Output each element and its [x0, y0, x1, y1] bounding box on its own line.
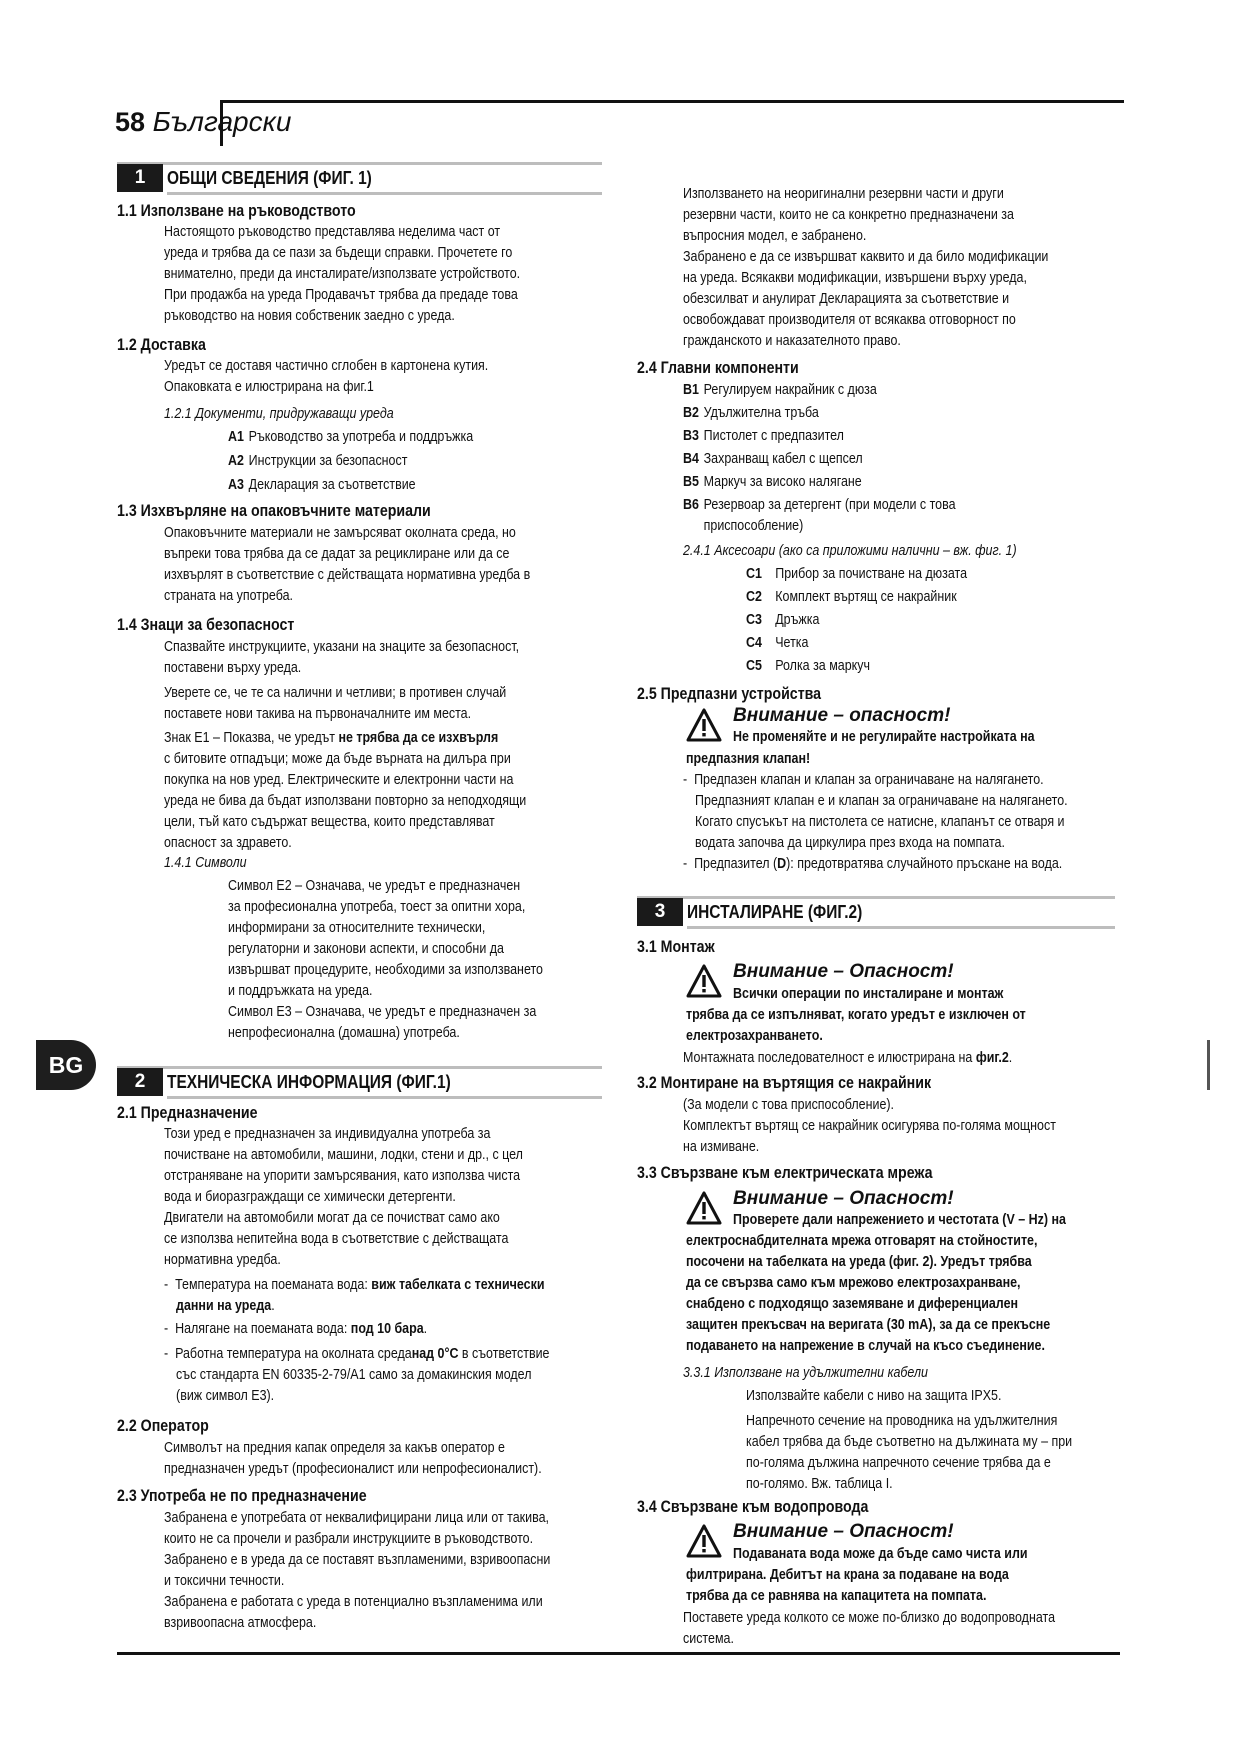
bullet-bold: виж табелката с технически — [371, 1277, 545, 1293]
text-line: Символ E3 – Означава, че уредът е предназначен за — [228, 1004, 537, 1020]
bullet-bold: над 0°C — [411, 1346, 459, 1362]
bullet-ambient-temp: - Работна температура на околната среданад 0°C в съответствие — [164, 1346, 550, 1362]
warning-triangle-icon — [686, 1524, 722, 1558]
text-line: на уреда. Всякакви модификации, извършени върху уреда, — [683, 270, 1027, 286]
section-1-1-heading: 1.1 Използване на ръководството — [117, 202, 356, 220]
margin-mark — [1207, 1040, 1210, 1090]
extension-cable-body — [746, 1386, 1125, 1495]
text-line: Забранена е работата с уреда в потенциално възпламенима или — [164, 1594, 543, 1610]
text-line: Този уред е предназначен за индивидуална употреба за — [164, 1126, 491, 1142]
text-line: Комплектът въртящ се накрайник осигурява по-голяма мощност — [683, 1118, 1056, 1134]
list-item — [746, 656, 967, 677]
section-1-1-body — [164, 222, 604, 327]
text-line: водата започва да циркулира през входа на помпата. — [695, 835, 1005, 851]
text-line: уреда не бива да бъдат използвани повторно за неподходящи — [164, 793, 527, 809]
item-text: Маркуч за високо налягане — [703, 474, 862, 490]
list-item — [746, 633, 967, 654]
text-line: Уверете се, че те са налични и четливи; в противен случай — [164, 685, 507, 701]
section-3-4-body — [683, 1608, 1116, 1650]
warning-triangle-icon — [686, 964, 722, 998]
section-2-2-heading: 2.2 Оператор — [117, 1417, 209, 1435]
item-code: B6 — [683, 497, 699, 513]
text-line: освобождават производителя от всякаква отговорност по — [683, 312, 1016, 328]
chapter-3-rule-bottom — [687, 926, 1115, 929]
text-line: Когато спусъкът на пистолета се натисне, клапанът се отваря и — [695, 814, 1065, 830]
warning-text: електрозахранването. — [686, 1028, 823, 1044]
warning-text: Всички операции по инсталиране и монтаж — [733, 986, 1004, 1002]
chapter-2-number: 2 — [117, 1068, 163, 1096]
item-text: Декларация за съответствие — [248, 477, 416, 493]
components-list — [683, 380, 1000, 537]
bullet-text: Предпазител ( — [694, 856, 778, 872]
section-3-1-heading: 3.1 Монтаж — [637, 938, 715, 956]
language-tab — [36, 1040, 96, 1090]
text-line: При продажба на уреда Продавачът трябва да предаде това — [164, 287, 518, 303]
chapter-2-rule-bottom — [167, 1096, 602, 1099]
warning-title: Внимание – Опасност! — [733, 961, 954, 982]
bullet-bold: данни на уреда — [176, 1298, 272, 1314]
text-line: система. — [683, 1631, 734, 1647]
section-2-5-heading: 2.5 Предпазни устройства — [637, 685, 822, 703]
text-line: кабел трябва да бъде съответно на дължината му – при — [746, 1434, 1073, 1450]
language-tab-label: BG — [48, 1052, 84, 1078]
text-line: гражданското и наказателното право. — [683, 333, 901, 349]
section-1-3-heading: 1.3 Изхвърляне на опаковъчните материали — [117, 502, 431, 520]
list-item — [683, 380, 956, 401]
subsection-2-4-1: 2.4.1 Аксесоари (ако са приложими налични – вж. фиг. 1) — [683, 543, 1017, 559]
text-line: на измиване. — [683, 1139, 760, 1155]
text-line: въпросния модел, е забранено. — [683, 228, 867, 244]
warning-text: защитен прекъсвач на веригата (30 mA), за да се прекъсне — [686, 1317, 1051, 1333]
item-code: C4 — [746, 635, 762, 651]
list-item — [228, 451, 473, 472]
item-text: Резервоар за детергент (при модели с това — [703, 497, 956, 513]
section-3-4-heading: 3.4 Свързване към водопровода — [637, 1498, 869, 1516]
section-2-4-heading: 2.4 Главни компоненти — [637, 359, 799, 377]
subsection-1-4-1: 1.4.1 Символи — [164, 855, 247, 871]
text-line: Опаковъчните материали не замърсяват околната среда, но — [164, 525, 516, 541]
section-2-1-body — [164, 1124, 612, 1407]
note-bold: фиг.2 — [975, 1050, 1009, 1066]
bullet-bold: под 10 бара — [350, 1321, 424, 1337]
item-text: Удължителна тръба — [703, 405, 819, 421]
text-line: взривоопасна атмосфера. — [164, 1615, 317, 1631]
item-code: A1 — [228, 429, 244, 445]
item-code: B3 — [683, 428, 699, 444]
text-line: Забранено е да се извършват каквито и да било модификации — [683, 249, 1049, 265]
bullet-continuation: със стандарта EN 60335-2-79/A1 само за домакинския модел — [176, 1367, 532, 1383]
documents-list — [228, 427, 513, 496]
chapter-3-title: ИНСТАЛИРАНЕ (ФИГ.2) — [687, 902, 863, 922]
section-1-4-heading: 1.4 Знаци за безопасност — [117, 616, 295, 634]
item-code: C3 — [746, 612, 762, 628]
text-line: регулаторни и законови аспекти, и способни да — [228, 941, 504, 957]
sign-e1-bold: не трябва да се изхвърля — [338, 730, 499, 746]
text-line: Уредът се доставя частично сглобен в картонена кутия. — [164, 358, 489, 374]
accessories-list — [746, 564, 1003, 677]
chapter-3-number: 3 — [637, 898, 683, 926]
section-2-1-heading: 2.1 Предназначение — [117, 1104, 258, 1122]
bullet-continuation: (виж символ E3). — [176, 1388, 275, 1404]
item-text: Четка — [775, 635, 809, 651]
warning-text: Проверете дали напрежението и честотата (V – Hz) на — [733, 1212, 1066, 1228]
list-item-continuation: приспособление) — [703, 518, 804, 534]
list-item — [683, 449, 956, 470]
assembly-note: Монтажната последователност е илюстрирана на фиг.2. — [683, 1050, 1013, 1066]
list-item — [683, 426, 956, 447]
text-line: Използването на неоригинални резервни части и други — [683, 186, 1004, 202]
warning-body — [686, 1231, 1110, 1357]
text-line: обезсилват и анулират Декларацията за съответствие и — [683, 291, 1010, 307]
warning-text: снабдено с подходящо заземяване и диференциален — [686, 1296, 1019, 1312]
list-item — [228, 427, 473, 448]
page-language: Български — [152, 106, 292, 137]
warning-text: предпазния клапан! — [686, 751, 811, 767]
text-line: поставете нови такива на първоначалните им места. — [164, 706, 472, 722]
bullet-text: Работна температура на околната среда — [175, 1346, 412, 1362]
text-line: за професионална употреба, тоест за опитни хора, — [228, 899, 526, 915]
item-code: A2 — [228, 453, 244, 469]
item-code: B2 — [683, 405, 699, 421]
item-code: C1 — [746, 566, 762, 582]
section-1-4-body — [164, 637, 585, 854]
text-line: уреда и трябва да се пази за бъдещи справки. Прочетете го — [164, 245, 513, 261]
bullet-text: Предпазен клапан и клапан за ограничаване на налягането. — [694, 772, 1044, 788]
item-text: Инструкции за безопасност — [248, 453, 408, 469]
text-line: нормативна уредба. — [164, 1252, 281, 1268]
text-line: които не са прочели и разбрали инструкциите в ръководството. — [164, 1531, 534, 1547]
text-line: (За модели с това приспособление). — [683, 1097, 895, 1113]
warning-text: Подаваната вода може да бъде само чиста или — [733, 1546, 1028, 1562]
item-code: B4 — [683, 451, 699, 467]
subsection-1-2-1: 1.2.1 Документи, придружаващи уреда — [164, 406, 394, 422]
text-line: Забранено е в уреда да се поставят възпламеними, взривоопасни — [164, 1552, 551, 1568]
chapter-2-title: ТЕХНИЧЕСКА ИНФОРМАЦИЯ (ФИГ.1) — [167, 1072, 451, 1092]
text-line: въпреки това трябва да се дадат за рециклиране или да се — [164, 546, 510, 562]
text-line: се използва непитейна вода в съответствие с действащата — [164, 1231, 509, 1247]
text-line: Настоящото ръководство представлява неделима част от — [164, 224, 501, 240]
text-line: резервни части, които не са конкретно предназначени за — [683, 207, 1014, 223]
section-2-3-body — [164, 1508, 613, 1634]
text-line: Поставете уреда колкото се може по-близко до водопроводната — [683, 1610, 1056, 1626]
page-number: 58 — [115, 107, 146, 137]
text-line: внимателно, преди да инсталирате/използвате устройството. — [164, 266, 521, 282]
text-line: Символ E2 – Означава, че уредът е предназначен — [228, 878, 521, 894]
section-1-3-body — [164, 523, 590, 607]
item-code: C5 — [746, 658, 762, 674]
text-line: по-голяма дължина напречното сечение трябва да е — [746, 1455, 1051, 1471]
footer-rule — [117, 1652, 1120, 1655]
bullet-text: в съответствие — [458, 1346, 550, 1362]
chapter-1-title: ОБЩИ СВЕДЕНИЯ (ФИГ. 1) — [167, 168, 372, 188]
text-line: по-голямо. Вж. таблица I. — [746, 1476, 893, 1492]
text-line: покупка на нов уред. Електрическите и електронни части на — [164, 772, 514, 788]
section-3-2-heading: 3.2 Монтиране на въртящия се накрайник — [637, 1074, 932, 1092]
item-text: Ролка за маркуч — [775, 658, 870, 674]
sign-e1-line — [164, 728, 526, 749]
text-line: ръководство на новия собственик заедно с уреда. — [164, 308, 455, 324]
text-line: цели, тъй като съдържат вещества, които представляват — [164, 814, 495, 830]
item-text: Прибор за почистване на дюзата — [775, 566, 968, 582]
warning-text: филтрирана. Дебитът на крана за подаване на вода — [686, 1567, 1009, 1583]
text-line: Спазвайте инструкциите, указани на знаците за безопасност, — [164, 639, 520, 655]
warning-triangle-icon — [686, 1191, 722, 1225]
bullet-line: - Предпазен клапан и клапан за ограничаване на налягането. — [683, 772, 1044, 788]
text-line: Опаковката е илюстрирана на фиг.1 — [164, 379, 374, 395]
text-line: Напречното сечение на проводника на удължителния — [746, 1413, 1058, 1429]
item-code: B5 — [683, 474, 699, 490]
section-3-2-body — [683, 1095, 1117, 1158]
text-line: предназначен уредът (професионалист или непрофесионалист). — [164, 1461, 542, 1477]
text-line: Символът на предния капак определя за какъв оператор е — [164, 1440, 505, 1456]
subsection-3-3-1: 3.3.1 Използване на удължителни кабели — [683, 1365, 928, 1381]
bullet-text: ): предотвратява случайното пръскане на вода. — [786, 856, 1063, 872]
list-item — [228, 475, 473, 496]
warning-text: трябва да се равнява на капацитета на помпата. — [686, 1588, 987, 1604]
item-text: Комплект въртящ се накрайник — [775, 589, 957, 605]
list-item — [683, 495, 956, 516]
chapter-1-rule-bottom — [167, 192, 602, 195]
page-header — [115, 104, 291, 140]
text-line: информирани за относителните технически, — [228, 920, 486, 936]
section-1-2-body — [164, 356, 541, 398]
bullet-water-temp: - Температура на поеманата вода: виж табелката с технически — [164, 1277, 545, 1293]
bullet-text: Температура на поеманата вода: — [175, 1277, 372, 1293]
item-text: Захранващ кабел с щепсел — [703, 451, 863, 467]
section-2-2-body — [164, 1438, 603, 1480]
bullet-continuation: данни на уреда. — [176, 1298, 275, 1314]
text-line: изхвърлят в съответствие с действащата нормативна уредба в — [164, 567, 531, 583]
text-line: непрофесионална (домашна) употреба. — [228, 1025, 460, 1041]
warning-text: Не променяйте и не регулирайте настройката на — [733, 729, 1035, 745]
warning-text: подаването на напрежение в случай на късо съединение. — [686, 1338, 1045, 1354]
warning-title: Внимание – Опасност! — [733, 1521, 954, 1542]
section-2-3-heading: 2.3 Употреба не по предназначение — [117, 1487, 367, 1505]
warning-text: електроснабдителната мрежа отговарят на стойностите, — [686, 1233, 1038, 1249]
section-3-3-heading: 3.3 Свързване към електрическата мрежа — [637, 1164, 933, 1182]
bullet-text: Налягане на поеманата вода: — [175, 1321, 351, 1337]
sign-e1-text: Знак E1 – Показва, че уредът — [164, 730, 339, 746]
item-text: Пистолет с предпазител — [703, 428, 844, 444]
item-text: Ръководство за употреба и поддръжка — [248, 429, 474, 445]
text-line: почистване на автомобили, машини, лодки, стени и др., с цел — [164, 1147, 523, 1163]
bullet-bold: D — [777, 856, 787, 872]
continued-text — [683, 184, 1108, 352]
text-line: поставени върху уреда. — [164, 660, 302, 676]
note-text: Монтажната последователност е илюстрирана на — [683, 1050, 976, 1066]
item-text: Дръжка — [775, 612, 820, 628]
text-line: Използвайте кабели с ниво на защита IPX5. — [746, 1388, 1002, 1404]
text-line: извършват процедурите, необходими за използването — [228, 962, 543, 978]
chapter-1-number: 1 — [117, 164, 163, 192]
list-item — [683, 403, 956, 424]
warning-text: да се свързва само към мрежово електрозахранване, — [686, 1275, 1021, 1291]
warning-text: посочени на табелката на уреда (фиг. 2). Уредът трябва — [686, 1254, 1032, 1270]
list-item — [746, 610, 967, 631]
text-line: Предпазният клапан е и клапан за ограничаване на налягането. — [695, 793, 1068, 809]
text-line: и поддръжката на уреда. — [228, 983, 373, 999]
text-line: опасност за здравето. — [164, 835, 292, 851]
warning-text: трябва да се изпълняват, когато уредът е изключен от — [686, 1007, 1026, 1023]
item-code: A3 — [228, 477, 244, 493]
header-line-top — [220, 100, 1124, 103]
warning-title: Внимание – опасност! — [733, 705, 951, 726]
text-line: вода и биоразграждащи се химически детергенти. — [164, 1189, 456, 1205]
item-code: B1 — [683, 382, 699, 398]
warning-title: Внимание – Опасност! — [733, 1188, 954, 1209]
symbols-body — [228, 876, 594, 1044]
text-line: с битовите отпадъци; може да бъде върната на дилъра при — [164, 751, 511, 767]
list-item — [746, 587, 967, 608]
text-line: Забранена е употребата от неквалифицирани лица или от такива, — [164, 1510, 549, 1526]
text-line: и токсични течности. — [164, 1573, 285, 1589]
item-text: Регулируем накрайник с дюза — [703, 382, 877, 398]
warning-triangle-icon — [686, 708, 722, 742]
section-1-2-heading: 1.2 Доставка — [117, 336, 206, 354]
text-line: страната на употреба. — [164, 588, 293, 604]
safety-devices-list — [683, 770, 1130, 875]
bullet-water-pressure: - Налягане на поеманата вода: под 10 бара. — [164, 1321, 428, 1337]
list-item — [683, 472, 956, 493]
text-line: Двигатели на автомобили могат да се почистват само ако — [164, 1210, 500, 1226]
bullet-line: - Предпазител (D): предотвратява случайното пръскане на вода. — [683, 856, 1063, 872]
item-code: C2 — [746, 589, 762, 605]
text-line: отстраняване на упорити замърсявания, като използва чиста — [164, 1168, 521, 1184]
list-item — [746, 564, 967, 585]
